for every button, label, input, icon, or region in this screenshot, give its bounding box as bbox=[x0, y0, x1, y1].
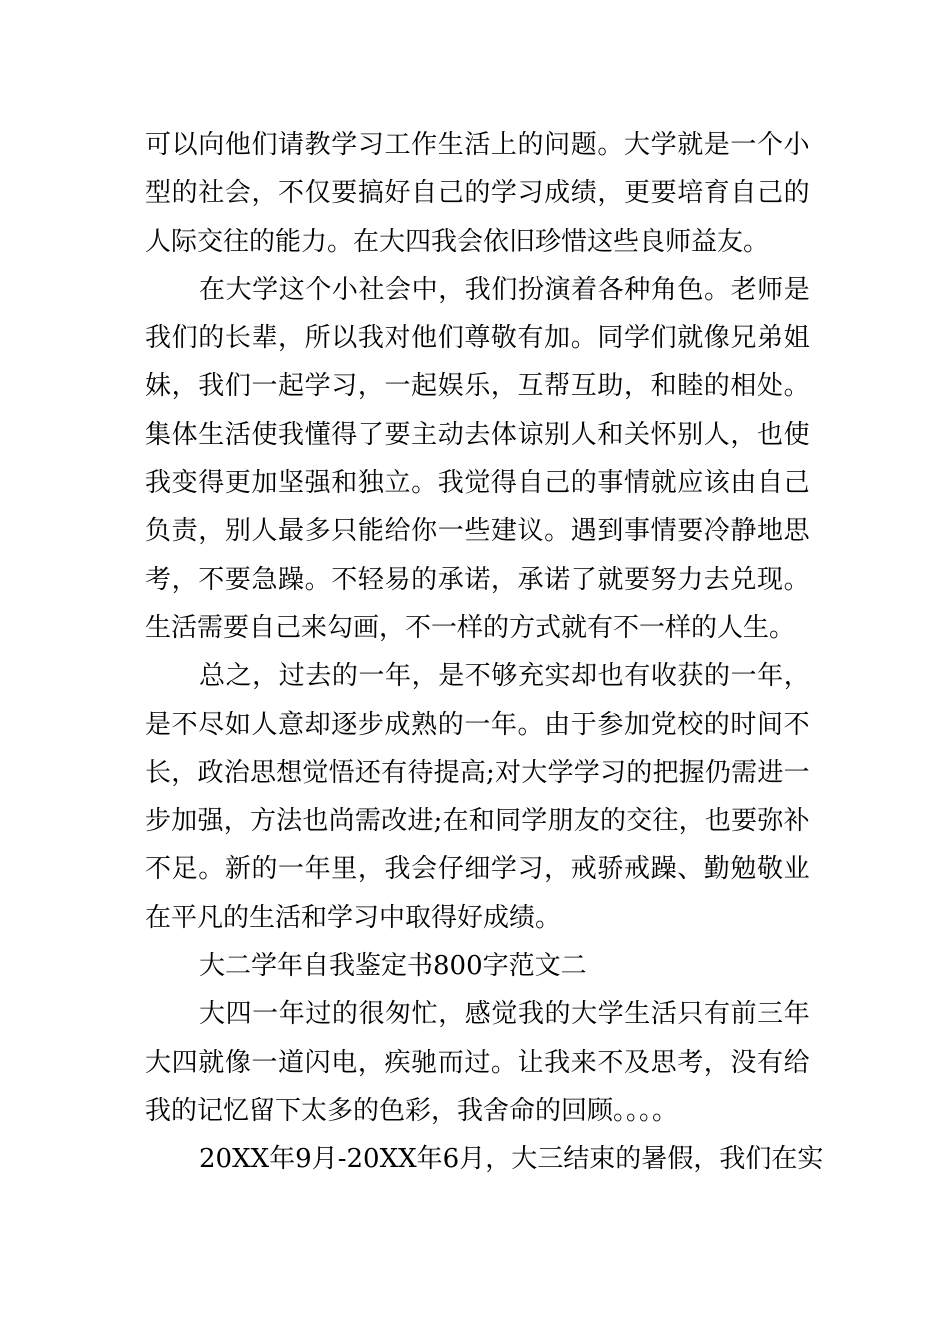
text-line: 不 足 。 新 的 一 年 里 ， 我 会 仔 细 学 习 ， 戒 骄 戒 躁 、 勤 勉 敬 业 bbox=[145, 854, 810, 885]
text-line: 步 加 强 ， 方 法 也 尚 需 改 进 ; 在 和 同 学 朋 友 的 交 往 ， 也 要 弥 补 bbox=[145, 806, 810, 837]
text-line: 长 ， 政 治 思 想 觉 悟 还 有 待 提 高 ; 对 大 学 学 习 的 把 握 仍 需 进 一 bbox=[145, 757, 810, 788]
text-line: 总 之 ， 过 去 的 一 年 ， 是 不 够 充 实 却 也 有 收 获 的 一 年 ， bbox=[199, 661, 810, 692]
text-line: 在平凡的生活和学习中取得好成绩。 bbox=[145, 902, 562, 933]
text-line: 2 0 X X 年 9 月 - 2 0 X X 年 6 月 ， 大 三 结 束 的 暑 假 ， 我 们 在 实 bbox=[199, 1144, 824, 1175]
text-line: 型 的 社 会 ， 不 仅 要 搞 好 自 己 的 学 习 成 绩 ， 更 要 培 育 自 己 的 bbox=[145, 178, 810, 209]
text-line: 我 变 得 更 加 坚 强 和 独 立 。 我 觉 得 自 己 的 事 情 就 应 该 由 自 己 bbox=[145, 468, 810, 499]
text-line: 可 以 向 他 们 请 教 学 习 工 作 生 活 上 的 问 题 。 大 学 就 是 一 个 小 bbox=[145, 130, 810, 160]
document-body bbox=[145, 121, 824, 1184]
text-line: 我 们 的 长 辈 ， 所 以 我 对 他 们 尊 敬 有 加 。 同 学 们 就 像 兄 弟 姐 bbox=[145, 323, 810, 354]
text-line: 是 不 尽 如 人 意 却 逐 步 成 熟 的 一 年 。 由 于 参 加 党 校 的 时 间 不 bbox=[145, 709, 810, 740]
text-line: 妹 ， 我 们 一 起 学 习 ， 一 起 娱 乐 ， 互 帮 互 助 ， 和 睦 的 相 处 。 bbox=[145, 371, 810, 402]
text-line: 人际交往的能力。在大四我会依旧珍惜这些良师益友。 bbox=[145, 226, 770, 257]
text-line: 集 体 生 活 使 我 懂 得 了 要 主 动 去 体 谅 别 人 和 关 怀 别 人 ， 也 使 bbox=[145, 419, 810, 450]
text-line: 大 四 一 年 过 的 很 匆 忙 ， 感 觉 我 的 大 学 生 活 只 有 前 三 年 bbox=[199, 999, 810, 1030]
text-line: 大 四 就 像 一 道 闪 电 ， 疾 驰 而 过 。 让 我 来 不 及 思 考 ， 没 有 给 bbox=[145, 1047, 810, 1078]
text-line: 生活需要自己来勾画，不一样的方式就有不一样的人生。 bbox=[145, 612, 796, 643]
text-line: 在 大 学 这 个 小 社 会 中 ， 我 们 扮 演 着 各 种 角 色 。 老 师 是 bbox=[199, 274, 810, 305]
text-line: 大二学年自我鉴定书800字范文二 bbox=[199, 951, 587, 982]
text-line: 考 ， 不 要 急 躁 。 不 轻 易 的 承 诺 ， 承 诺 了 就 要 努 力 去 兑 现 。 bbox=[145, 564, 810, 595]
text-line: 我的记忆留下太多的色彩，我舍命的回顾。。。。 bbox=[145, 1095, 679, 1126]
text-line: 负 责 ， 别 人 最 多 只 能 给 你 一 些 建 议 。 遇 到 事 情 要 冷 静 地 思 bbox=[145, 516, 810, 547]
